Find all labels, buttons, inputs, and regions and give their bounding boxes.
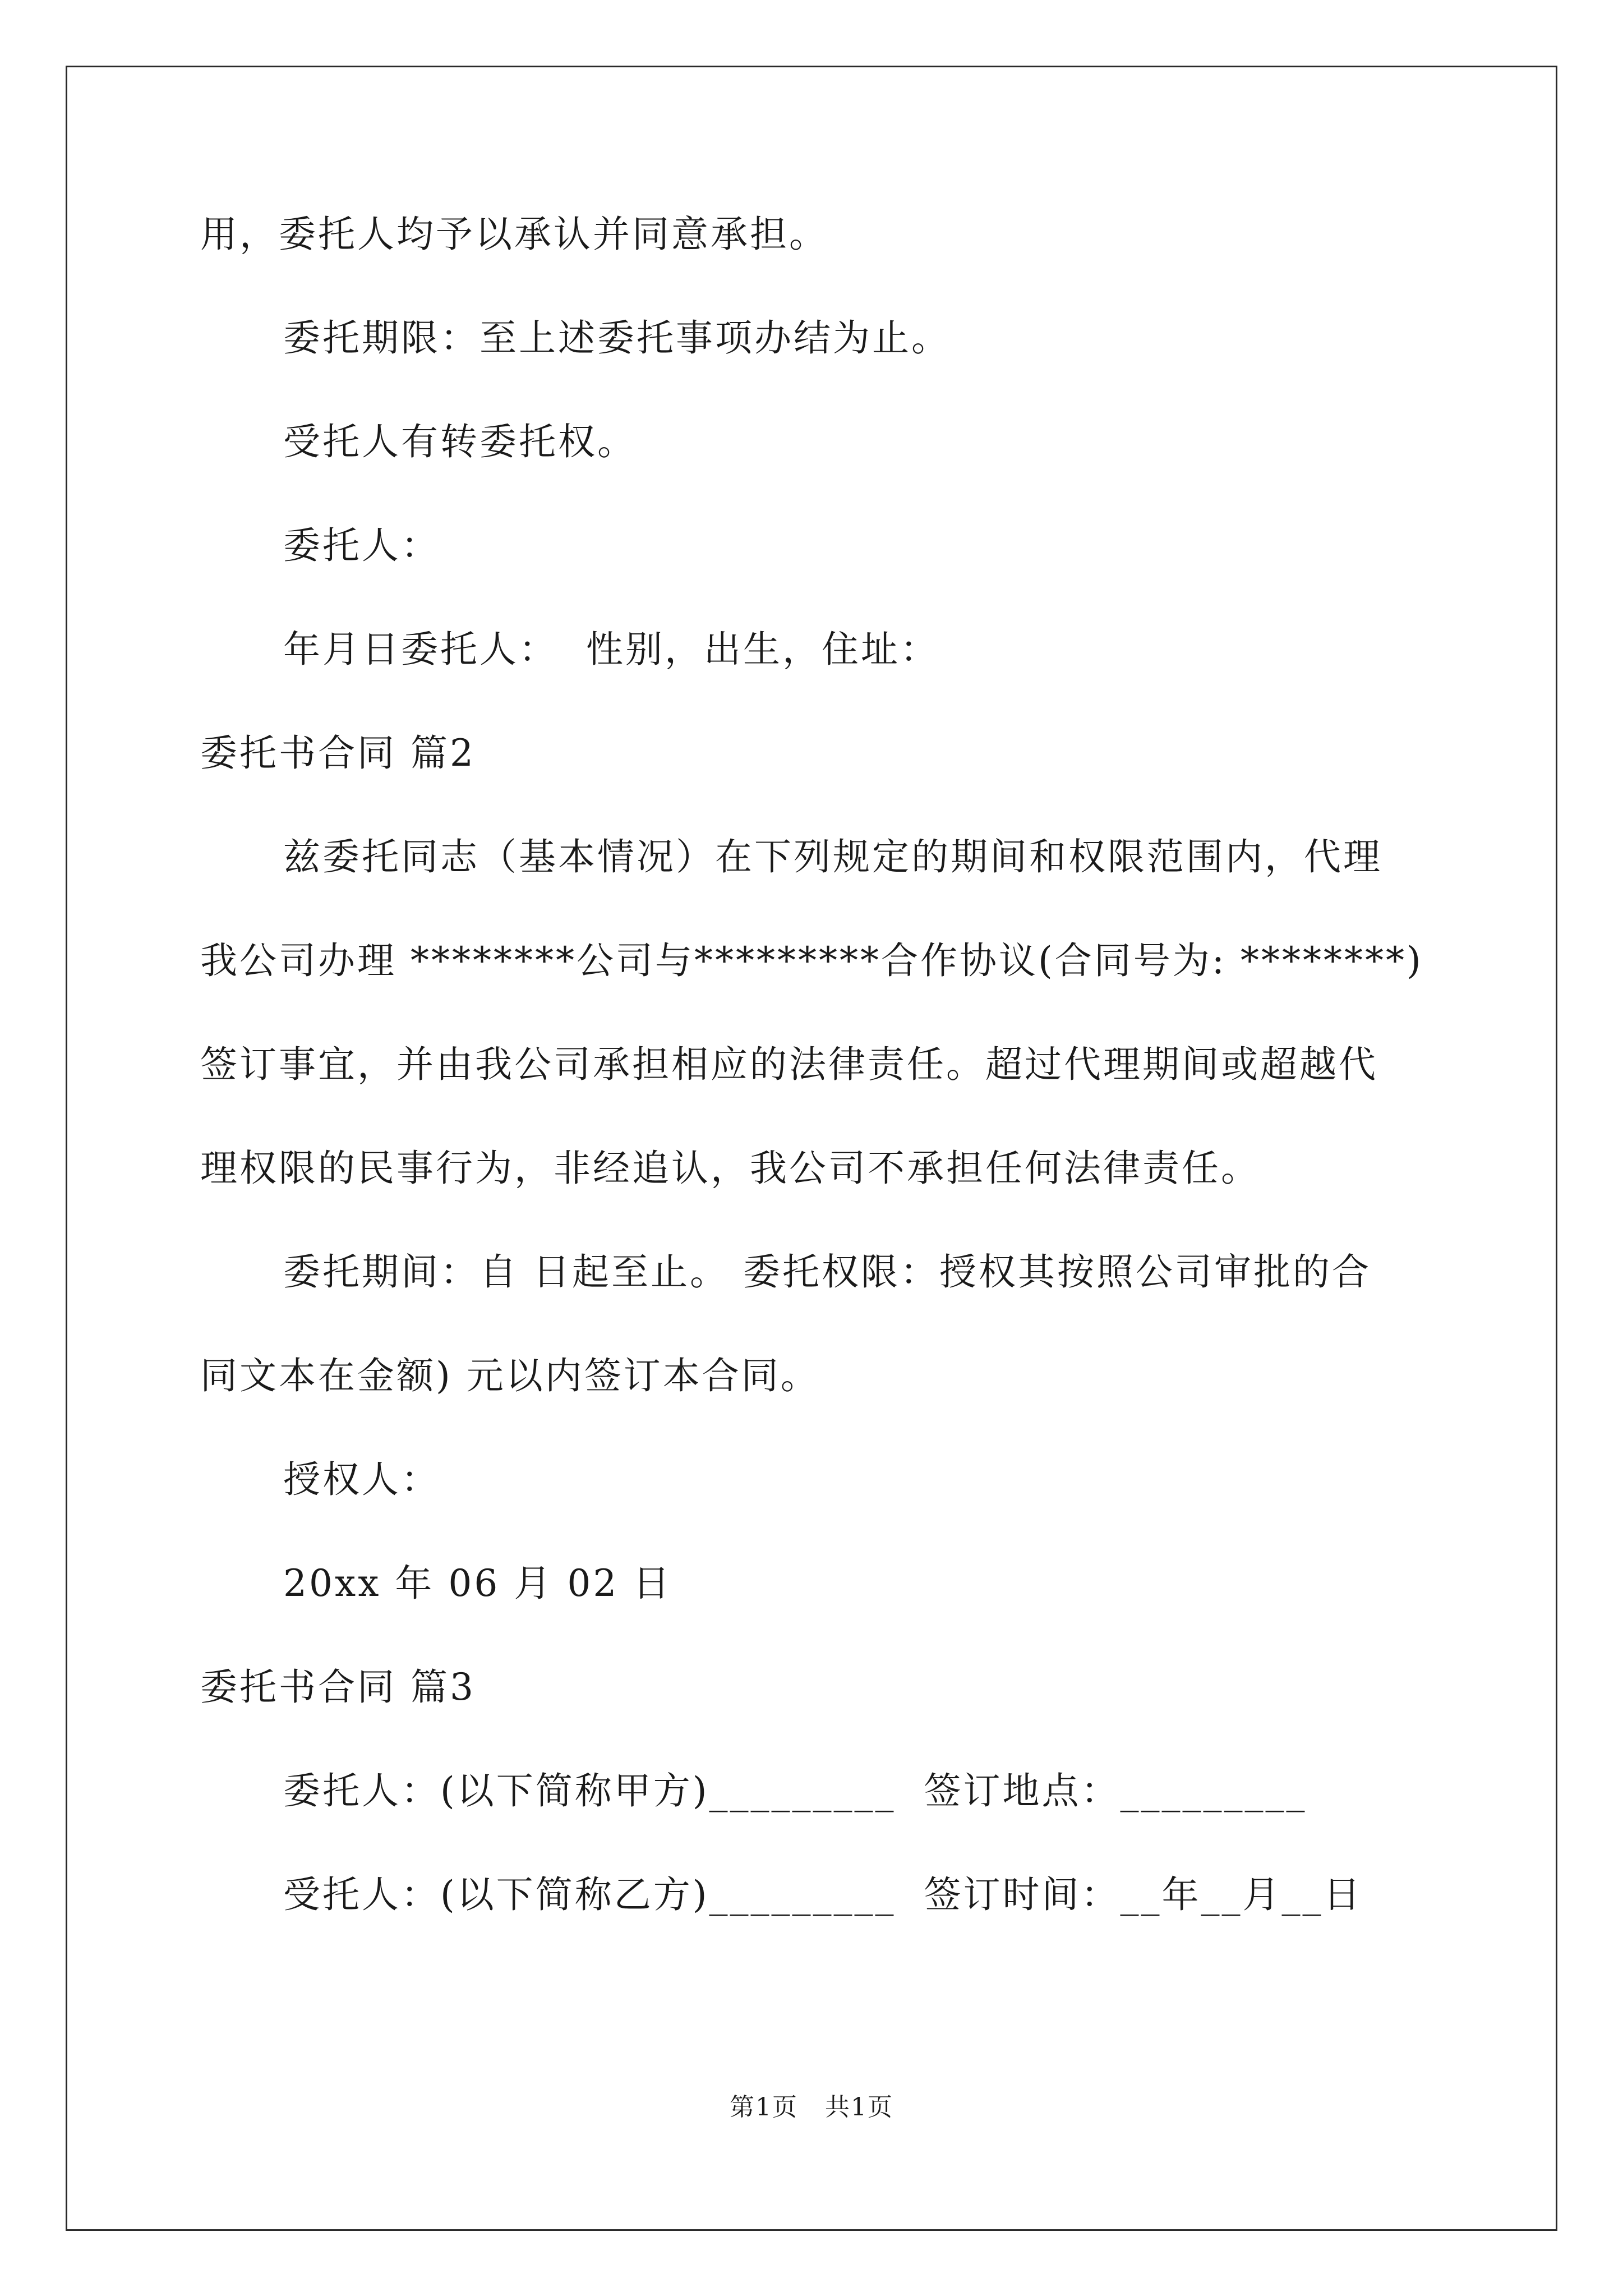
paragraph-line: 受托人有转委托权。 bbox=[283, 420, 637, 463]
paragraph-line: 授权人： bbox=[283, 1458, 440, 1501]
paragraph-line: 委托期间：自 日起至止。 委托权限：授权其按照公司审批的合 bbox=[283, 1250, 1371, 1294]
date-line: 20xx 年 06 月 02 日 bbox=[283, 1562, 672, 1605]
section-heading: 委托书合同 篇2 bbox=[200, 731, 476, 775]
section-heading: 委托书合同 篇3 bbox=[200, 1665, 476, 1709]
paragraph-line: 我公司办理 ********公司与*********合作协议(合同号为: ********) bbox=[200, 939, 1423, 982]
paragraph-line: 理权限的民事行为，非经追认，我公司不承担任何法律责任。 bbox=[200, 1147, 1260, 1190]
page-footer: 第1页 共1页 bbox=[730, 2093, 893, 2122]
paragraph-line: 同文本在金额) 元以内签订本合同。 bbox=[200, 1354, 820, 1397]
paragraph-line: 委托人：(以下简称甲方)_________ 签订地点：_________ bbox=[283, 1769, 1307, 1812]
paragraph-line: 委托期限：至上述委托事项办结为止。 bbox=[283, 316, 951, 360]
paragraph-line: 用，委托人均予以承认并同意承担。 bbox=[200, 213, 828, 256]
paragraph-line: 兹委托同志（基本情况）在下列规定的期间和权限范围内，代理 bbox=[283, 835, 1382, 878]
paragraph-line: 受托人：(以下简称乙方)_________ 签订时间：__年__月__日 bbox=[283, 1873, 1363, 1916]
paragraph-line: 签订事宜，并由我公司承担相应的法律责任。超过代理期间或超越代 bbox=[200, 1043, 1378, 1086]
paragraph-line: 年月日委托人： 性别，出生，住址： bbox=[283, 628, 939, 671]
paragraph-line: 委托人： bbox=[283, 524, 440, 567]
